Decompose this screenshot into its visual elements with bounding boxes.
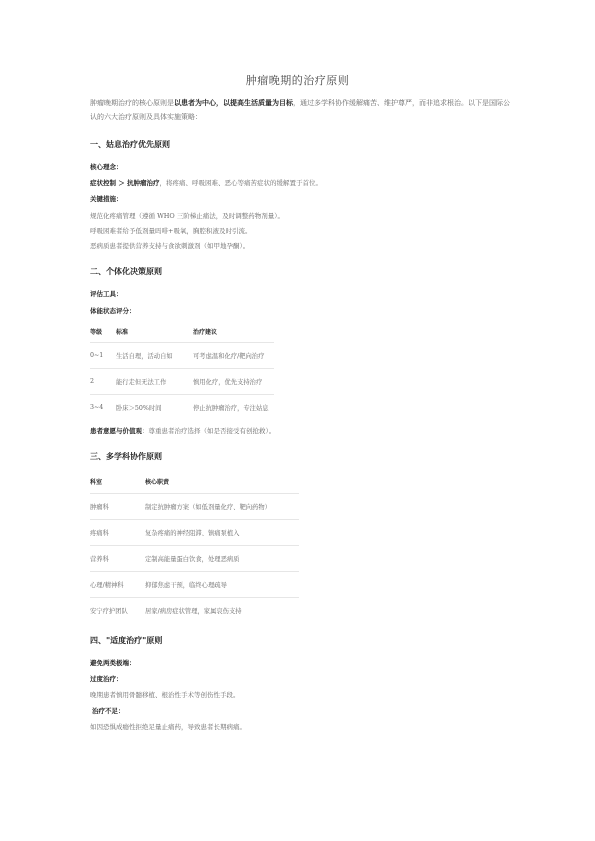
measure-item: 恶病质患者提供营养支持与食欲刺激剂（如甲地孕酮）。: [90, 242, 250, 250]
under-treatment-label: 治疗不足：: [92, 707, 125, 715]
patient-values-bold: 患者意愿与价值观: [90, 427, 142, 435]
table-row: [90, 598, 299, 624]
table-header-row: [90, 320, 274, 343]
under-treatment-text: 如因恐惧成瘾性拒绝足量止痛药，导致患者长期病痛。: [90, 723, 246, 731]
table-header: 科室: [90, 478, 103, 486]
table-cell: 3~4: [90, 404, 104, 411]
table-header: 标准: [116, 328, 129, 336]
section1-heading: 一、姑息治疗优先原则: [90, 140, 170, 149]
intro-suffix: ，通过多学科协作缓解痛苦、维护尊严，而非追求根治。以下是国际公认的六大治疗原则及具体实施策略：: [90, 99, 510, 121]
table-header: 治疗建议: [193, 328, 218, 336]
table-cell: 2: [90, 378, 95, 385]
table-cell: 慎用化疗，优先支持治疗: [193, 379, 263, 386]
intro-prefix: 肿瘤晚期治疗的核心原则是: [90, 99, 174, 107]
table-header: 等级: [90, 328, 103, 336]
table-cell: 抑郁焦虑干预，临终心理疏导: [145, 582, 227, 589]
assessment-tools-label: 评估工具：: [90, 290, 123, 298]
performance-status-label: 体能状态评分：: [90, 307, 136, 315]
section3-heading: 三、多学科协作原则: [90, 452, 162, 461]
performance-table: [90, 320, 274, 420]
table-cell: 卧床＞50%时间: [116, 405, 162, 412]
table-cell: 居家/病房症状管理，家属哀伤支持: [145, 608, 242, 615]
table-row: [90, 343, 274, 369]
table-cell: 疼痛科: [90, 530, 109, 537]
table-row: [90, 546, 299, 572]
table-cell: 心理/精神科: [90, 582, 124, 589]
table-cell: 肿瘤科: [90, 504, 109, 511]
section4-heading: 四、"适度治疗"原则: [90, 636, 163, 645]
intro-paragraph: [90, 96, 510, 124]
table-cell: 安宁疗护团队: [90, 608, 128, 615]
mdt-table: [90, 469, 299, 623]
table-cell: 复杂疼痛的神经阻滞、镇痛泵植入: [145, 530, 240, 537]
section2-heading: 二、个体化决策原则: [90, 267, 162, 276]
measure-item: 规范化疼痛管理（遵循 WHO 三阶梯止痛法，及时调整药物剂量）。: [90, 212, 285, 220]
over-treatment-text: 晚期患者慎用骨髓移植、根治性手术等创伤性手段。: [90, 691, 240, 699]
table-row: [90, 520, 299, 546]
table-header-row: [90, 469, 299, 494]
intro-bold: 以患者为中心，以提高生活质量为目标: [174, 98, 293, 107]
core-concept-bold: 症状控制 ＞ 抗肿瘤治疗: [90, 179, 160, 187]
table-cell: 生活自理，活动自如: [116, 353, 173, 360]
table-cell: 定制高能量蛋白饮食，处理恶病质: [145, 556, 240, 563]
table-cell: 制定抗肿瘤方案（如低剂量化疗、靶向药物）: [145, 504, 271, 511]
patient-values-text: ：尊重患者治疗选择（如是否接受有创抢救）。: [142, 427, 276, 435]
table-cell: 停止抗肿瘤治疗，专注姑息: [193, 405, 269, 412]
page-title: 肿瘤晚期的治疗原则: [245, 74, 350, 87]
table-cell: 营养科: [90, 556, 109, 563]
table-header: 核心职责: [145, 478, 170, 486]
avoid-extremes-label: 避免两类极端：: [90, 659, 136, 667]
table-row: [90, 494, 299, 520]
measure-item: 呼吸困难者给予低剂量吗啡+吸氧，胸腔积液及时引流。: [90, 227, 252, 235]
core-concept-text: ，将疼痛、呼吸困难、恶心等痛苦症状的缓解置于首位。: [159, 179, 323, 187]
table-cell: 0~1: [90, 352, 104, 359]
patient-values-line: [90, 426, 275, 435]
core-concept-line: [90, 178, 322, 187]
table-cell: 可考虑温和化疗/靶向治疗: [193, 353, 265, 360]
core-concept-label: 核心理念：: [90, 163, 123, 171]
table-cell: 能行走但无法工作: [116, 379, 167, 386]
table-row: [90, 572, 299, 598]
key-measures-label: 关键措施：: [90, 195, 123, 203]
table-row: [90, 395, 274, 421]
table-row: [90, 369, 274, 395]
over-treatment-label: 过度治疗：: [90, 675, 123, 683]
